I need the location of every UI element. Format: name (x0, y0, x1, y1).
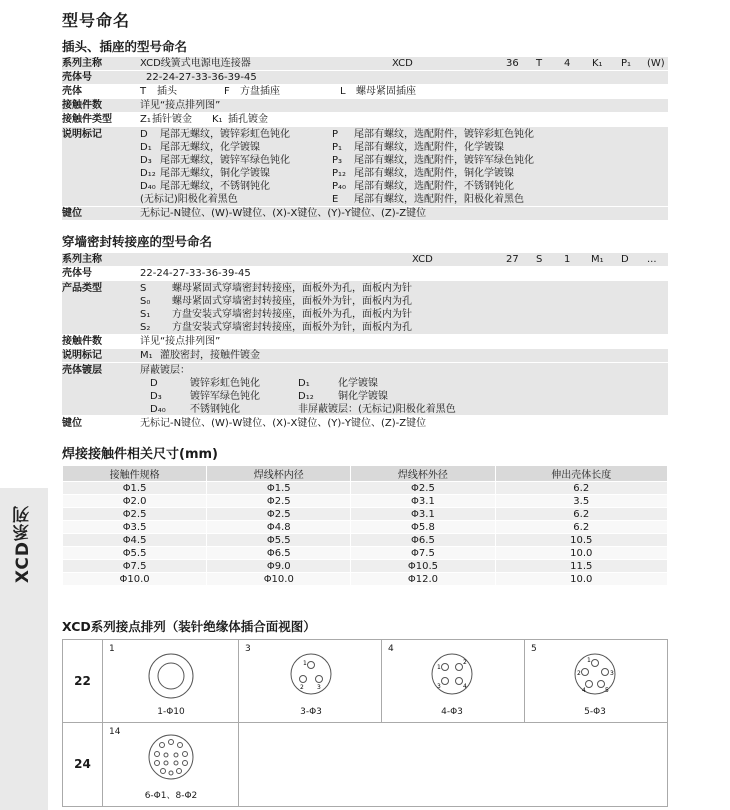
weld-cell: Φ5.5 (63, 547, 207, 560)
pin-label: 1 (303, 660, 307, 667)
pins-heading: XCD系列接点排列（装针绝缘体插合面视图） (62, 619, 316, 634)
weld-cell: 6.2 (495, 482, 667, 495)
arrangement-caption: 1-Φ10 (157, 707, 185, 717)
arrangement-number: 3 (245, 644, 251, 654)
arrangement-number: 1 (109, 644, 115, 654)
weld-table-row (63, 534, 668, 547)
weld-cell: Φ2.0 (63, 495, 207, 508)
weld-cell: Φ9.0 (207, 560, 351, 573)
weld-cell: 10.0 (495, 573, 667, 586)
s1-contact-type-row: 接触件类型 Z₁ 插针镀金 K₁ 插孔镀金 (62, 114, 268, 125)
weld-cell: Φ2.5 (207, 495, 351, 508)
pin-label: 2 (300, 684, 304, 691)
pin-label: 4 (463, 683, 467, 690)
pin-diagram-1 (145, 650, 197, 702)
s1-key-row: 键位 无标记-N键位、(W)-W键位、(X)-X键位、(Y)-Y键位、(Z)-Z键位 (62, 207, 668, 220)
sidebar-series-label: XCD系列 (13, 505, 33, 584)
s1-notes-row: 说明标记 D 尾部无螺纹，镀锌彩虹色钝化 P 尾部有螺纹，选配附件，镀锌彩虹色钝化 (62, 129, 534, 140)
weld-col-header: 焊线杯外径 (351, 466, 495, 482)
pin-label: 5 (605, 687, 609, 694)
s2-coat-row: D₃ 镀锌军绿色钝化 D₁₂ 铜化学镀镍 (150, 391, 388, 402)
s1-series-row: 系列主称 XCD线簧式电源电连接器 XCD 36 T 4 K₁ P₁ (W) (62, 57, 668, 70)
s1-notes-row: D₁ 尾部无螺纹，化学镀镍 P₁ 尾部有螺纹，选配附件，化学镀镍 (140, 142, 504, 153)
shell-size-label: 22 (74, 674, 91, 688)
arrangement-caption: 5-Φ3 (584, 707, 606, 717)
weld-cell: Φ12.0 (351, 573, 495, 586)
section2-heading: 穿墙密封转接座的型号命名 (62, 234, 213, 249)
pin-label: 2 (463, 659, 467, 666)
pin-cell-3 (239, 640, 382, 723)
pin-cell-1 (103, 640, 239, 723)
arrangement-caption: 6-Φ1、8-Φ2 (144, 791, 198, 801)
weld-table-row (63, 573, 668, 586)
arrangement-caption: 3-Φ3 (300, 707, 322, 717)
weld-cell: Φ1.5 (207, 482, 351, 495)
s2-notes-row: 说明标记 M₁ 灌胶密封，接触件镀金 (62, 349, 668, 362)
pin-diagram-3 (287, 650, 335, 698)
weld-cell: Φ10.0 (63, 573, 207, 586)
arrangement-caption: 4-Φ3 (441, 707, 463, 717)
weld-col-header: 伸出壳体长度 (495, 466, 667, 482)
weld-table-row (63, 495, 668, 508)
weld-col-header: 焊线杯内径 (207, 466, 351, 482)
weld-cell: Φ2.5 (351, 482, 495, 495)
s2-type-row: S₁ 方盘安装式穿墙密封转接座，面板外为孔，面板内为针 (140, 309, 412, 320)
pin-label: 1 (437, 664, 441, 671)
s2-series-row: 系列主称 XCD 27 S 1 M₁ D ... (62, 253, 668, 266)
s2-coat-row: D 镀锌彩虹色钝化 D₁ 化学镀镍 (150, 378, 378, 389)
pin-label: 4 (582, 687, 586, 694)
page-title: 型号命名 (62, 11, 131, 30)
s2-contact-count-row: 接触件数 详见“接点排列图” (62, 336, 221, 347)
pin-label: 3 (317, 684, 321, 691)
weld-table-row (63, 482, 668, 495)
weld-cell: Φ7.5 (63, 560, 207, 573)
weld-table-row (63, 521, 668, 534)
arrangement-number: 5 (531, 644, 537, 654)
weld-cell: Φ6.5 (207, 547, 351, 560)
weld-cell: 11.5 (495, 560, 667, 573)
s2-coat-row: 壳体镀层 屏蔽镀层： (62, 365, 190, 376)
s2-shell-row: 壳体号 22-24-27-33-36-39-45 (62, 268, 251, 279)
weld-cell: Φ6.5 (351, 534, 495, 547)
weld-table-row (63, 508, 668, 521)
weld-cell: Φ7.5 (351, 547, 495, 560)
pin-cell-4 (382, 640, 525, 723)
pin-label: 3 (610, 670, 614, 677)
weld-cell: Φ10.0 (207, 573, 351, 586)
weld-cell: Φ3.1 (351, 495, 495, 508)
weld-col-header: 接触件规格 (63, 466, 207, 482)
s1-body-row: 壳体 T 插头 F 方盘插座 L 螺母紧固插座 (62, 86, 416, 97)
s2-coat-row: D₄₀ 不锈钢钝化 非屏蔽镀层：(无标记)阳极化着黑色 (150, 404, 456, 415)
s1-notes-row: D₃ 尾部无螺纹，镀锌军绿色钝化 P₃ 尾部有螺纹，选配附件，镀锌军绿色钝化 (140, 155, 534, 166)
pin-label: 3 (437, 683, 441, 690)
shell-size-label: 24 (74, 757, 91, 771)
weld-cell: Φ3.5 (63, 521, 207, 534)
pin-label: 1 (587, 657, 591, 664)
weld-table (62, 465, 668, 586)
weld-cell: Φ1.5 (63, 482, 207, 495)
arrangement-number: 4 (388, 644, 394, 654)
weld-cell: 3.5 (495, 495, 667, 508)
arrangement-number: 14 (109, 727, 121, 737)
s1-notes-row: D₄₀ 尾部无螺纹，不锈钢钝化 P₄₀ 尾部有螺纹，选配附件，不锈钢钝化 (140, 181, 514, 192)
weld-table-row (63, 547, 668, 560)
s2-type-row: 产品类型 S 螺母紧固式穿墙密封转接座，面板外为孔，面板内为针 (62, 283, 412, 294)
pin-diagram-4 (428, 650, 476, 698)
weld-cell: 10.0 (495, 547, 667, 560)
size-22-cell (63, 640, 103, 723)
weld-header-row (63, 466, 668, 482)
pin-diagram-5 (571, 650, 619, 698)
weld-cell: Φ5.8 (351, 521, 495, 534)
weld-cell: Φ2.5 (63, 508, 207, 521)
s1-notes-row: (无标记)阳极化着黑色 E 尾部有螺纹，选配附件，阳极化着黑色 (140, 194, 524, 205)
section1-heading: 插头、插座的型号命名 (62, 39, 188, 54)
pin-diagram-14 (145, 731, 197, 783)
weld-cell: 6.2 (495, 521, 667, 534)
s2-key-row: 键位 无标记-N键位、(W)-W键位、(X)-X键位、(Y)-Y键位、(Z)-Z键位 (62, 418, 427, 429)
pin-label: 2 (577, 670, 581, 677)
weld-cell: Φ3.1 (351, 508, 495, 521)
weld-heading: 焊接接触件相关尺寸(mm) (62, 447, 218, 462)
pin-cell-5 (525, 640, 667, 723)
pin-arrangement-grid (62, 639, 668, 807)
weld-cell: Φ2.5 (207, 508, 351, 521)
s2-type-row: S₀ 螺母紧固式穿墙密封转接座，面板外为针，面板内为孔 (140, 296, 412, 307)
weld-cell: Φ4.5 (63, 534, 207, 547)
weld-cell: Φ4.8 (207, 521, 351, 534)
weld-cell: Φ10.5 (351, 560, 495, 573)
s1-shell-row: 壳体号 22-24-27-33-36-39-45 (62, 71, 668, 84)
size-24-cell (63, 723, 103, 806)
s2-type-row: S₂ 方盘安装式穿墙密封转接座，面板外为针，面板内为孔 (140, 322, 412, 333)
pin-cell-14 (103, 723, 239, 806)
weld-table-row (63, 560, 668, 573)
weld-cell: 10.5 (495, 534, 667, 547)
s1-contact-count-row: 接触件数 详见“接点排列图” (62, 99, 668, 112)
weld-cell: 6.2 (495, 508, 667, 521)
weld-cell: Φ5.5 (207, 534, 351, 547)
s1-notes-row: D₁₂ 尾部无螺纹，铜化学镀镍 P₁₂ 尾部有螺纹，选配附件，铜化学镀镍 (140, 168, 514, 179)
